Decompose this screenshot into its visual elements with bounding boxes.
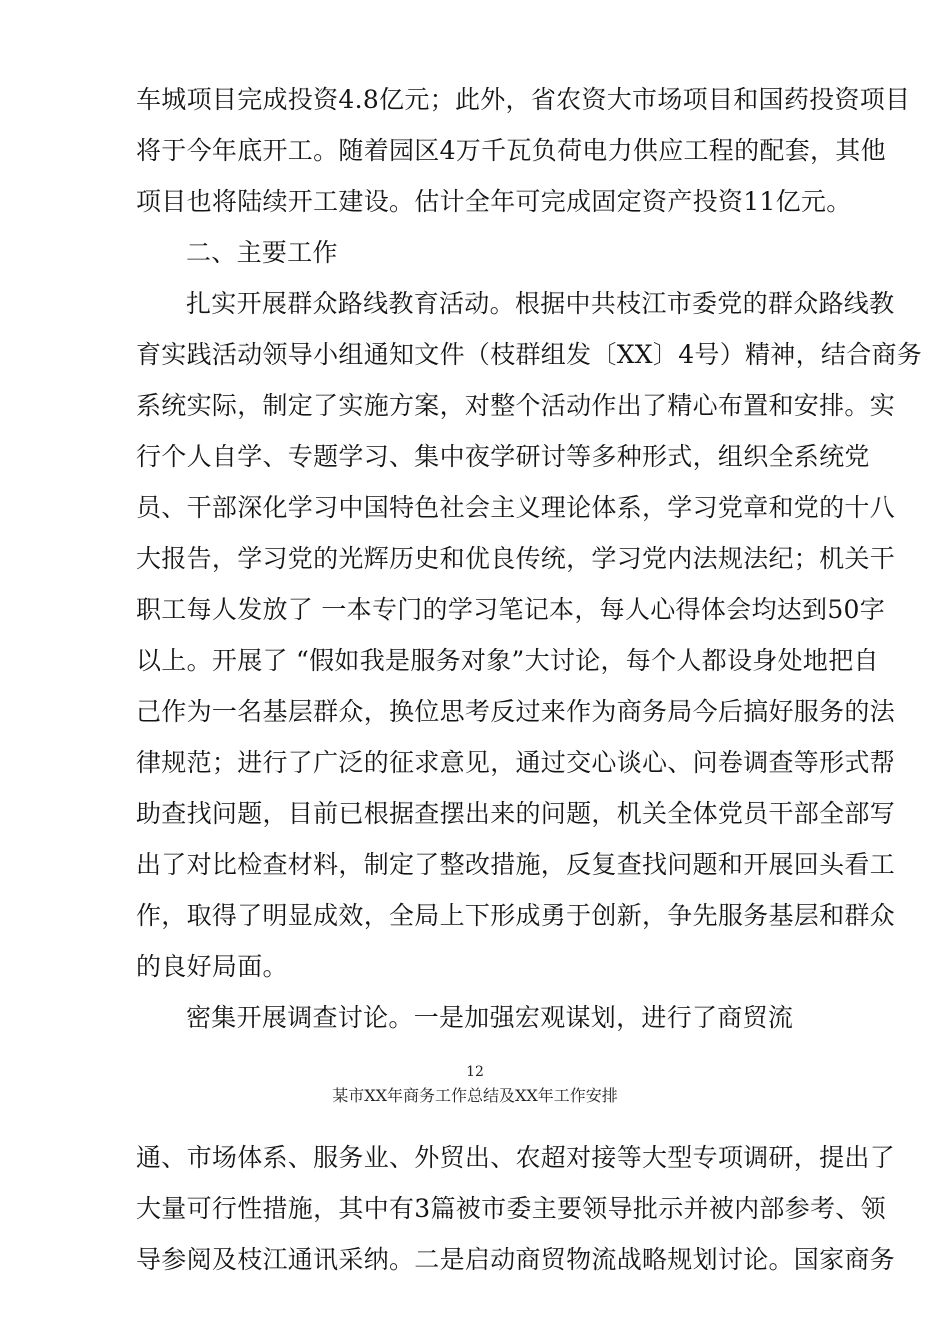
page-number: 12 [466,1064,484,1080]
text-line: 出了对比检查材料，制定了整改措施，反复查找问题和开展回头看工 [136,850,896,879]
section-heading: 二、主要工作 [186,238,338,267]
text-line: 行个人自学、专题学习、集中夜学研讨等多种形式，组织全系统党 [136,442,870,471]
text-line: 育实践活动领导小组通知文件（枝群组发〔XX〕4号）精神，结合商务 [136,340,923,369]
text-line: 项目也将陆续开工建设。估计全年可完成固定资产投资11亿元。 [136,187,852,216]
text-line: 职工每人发放了 一本专门的学习笔记本，每人心得体会均达到50字 [136,595,886,624]
text-line: 导参阅及枝江通讯采纳。二是启动商贸物流战略规划讨论。国家商务 [136,1245,896,1274]
text-line: 助查找问题，目前已根据查摆出来的问题，机关全体党员干部全部写 [136,799,896,828]
text-line: 大量可行性措施，其中有3篇被市委主要领导批示并被内部参考、领 [136,1194,886,1223]
text-line: 将于今年底开工。随着园区4万千瓦负荷电力供应工程的配套，其他 [136,136,886,165]
text-line: 律规范；进行了广泛的征求意见，通过交心谈心、问卷调查等形式帮 [136,748,896,777]
text-line: 以上。开展了 “假如我是服务对象”大讨论，每个人都设身处地把自 [136,646,879,675]
text-line: 密集开展调查讨论。一是加强宏观谋划，进行了商贸流 [186,1003,794,1032]
text-line: 扎实开展群众路线教育活动。根据中共枝江市委党的群众路线教 [186,289,895,318]
text-line: 作，取得了明显成效，全局上下形成勇于创新，争先服务基层和群众 [136,901,896,930]
text-line: 大报告，学习党的光辉历史和优良传统，学习党内法规法纪；机关干 [136,544,896,573]
text-line: 的良好局面。 [136,952,288,981]
text-line: 车城项目完成投资4.8亿元；此外，省农资大市场项目和国药投资项目 [136,85,911,114]
text-line: 员、干部深化学习中国特色社会主义理论体系，学习党章和党的十八 [136,493,896,522]
text-line: 己作为一名基层群众，换位思考反过来作为商务局今后搞好服务的法 [136,697,896,726]
text-line: 系统实际，制定了实施方案，对整个活动作出了精心布置和安排。实 [136,391,896,420]
footer-title: 某市XX年商务工作总结及XX年工作安排 [332,1086,618,1105]
text-line: 通、市场体系、服务业、外贸出、农超对接等大型专项调研，提出了 [136,1143,896,1172]
